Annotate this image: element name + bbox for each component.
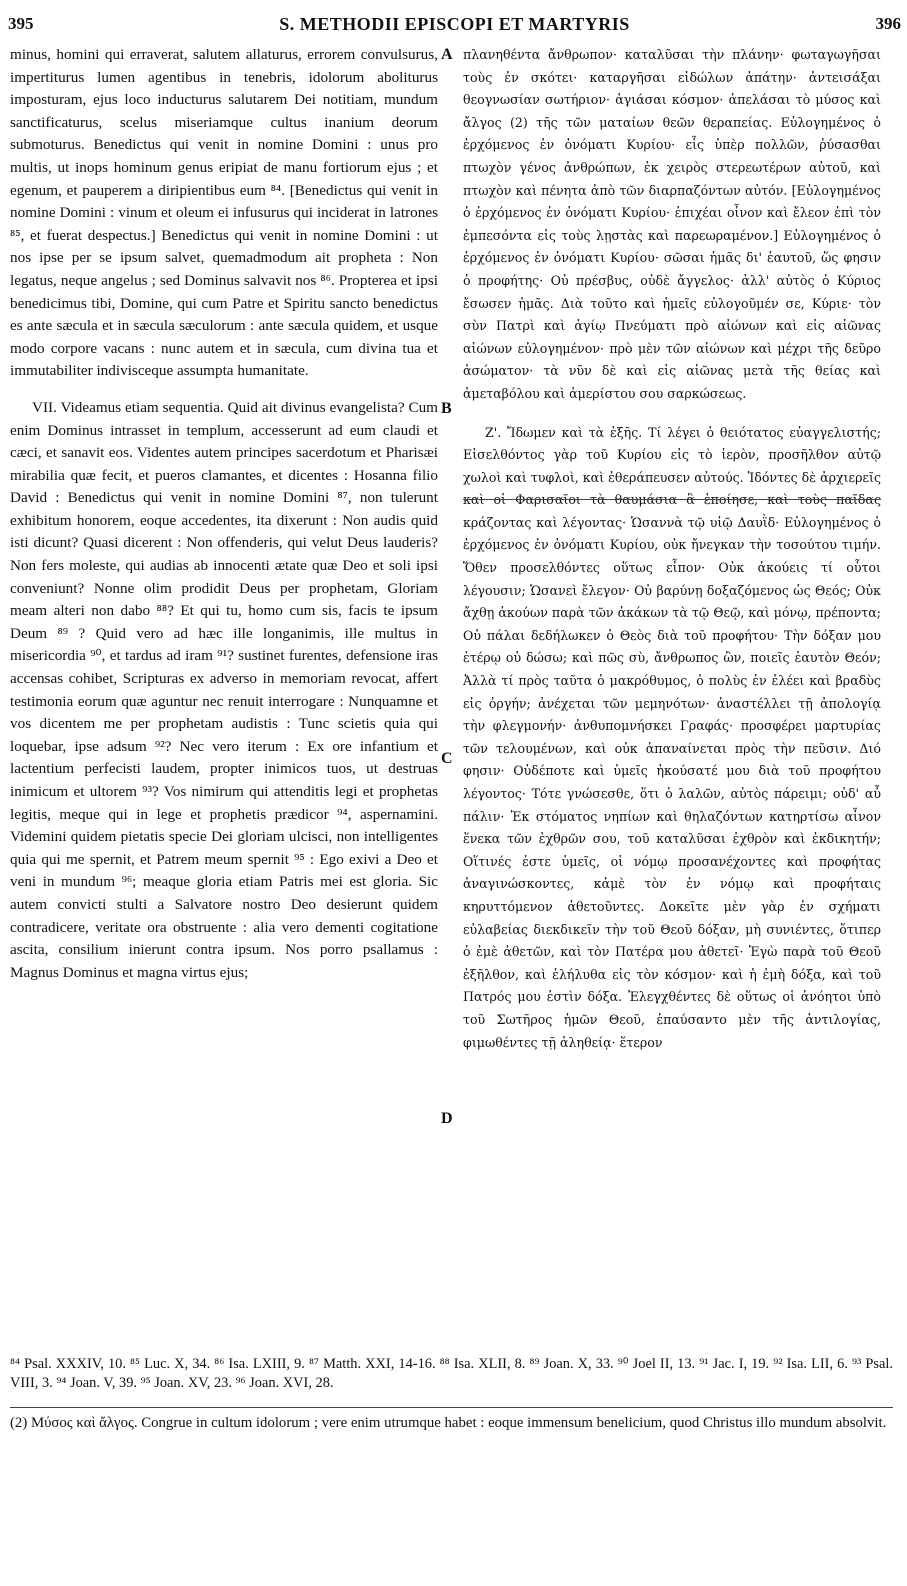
running-header xyxy=(8,14,901,40)
column-divider-rule xyxy=(463,499,881,500)
greek-column xyxy=(463,44,881,1054)
section-marker-c: C xyxy=(441,750,453,767)
page-number-left: 395 xyxy=(8,14,34,33)
section-marker-a: A xyxy=(441,46,453,63)
latin-paragraph-2: VII. Videamus etiam sequentia. Quid ait divinus evangelista? Cum enim Dominus intrasset in templum, accesserunt ad eum claudi et cæci, et sanavit eos. Videntes autem principes sacerdotum et Pharisæi mirabilia quæ fecit, et pueros clamantes, et dicentes : Hosanna filio David : Benedictus qui venit in nomine Domini ⁸⁷, non tulerunt exhibitum honorem, eoque accedentes, ita dixerunt : Non audis quid isti dicunt? Quasi dicerent : Non offenderis, qui velut Deus lauderis? Non fers moleste, qui audias ab innocenti ætate quæ Deo et soli ipsi conveniunt? Nonne olim prodidit Deus per prophetam, Gloriam meam alteri non dabo ⁸⁸? Et qui tu, homo cum sis, facis te ipsum Deum ⁸⁹ ? Quid vero ad hæc ille longanimis, ille multus in misericordia ⁹⁰, et tardus ad iram ⁹¹? sustinet furentes, defensione iras accensas cohibet, Scripturas ex adverso in memoriam revocat, affert testimonia eorum quæ aguntur nec renuit interrogare : Nunquamne et vos dicentem me per prophetam audistis : Tunc scietis quia qui loquebar, ipse adsum ⁹²? Nec vero iterum : Ex ore infantium et lactentium perfecisti laudem, propter inimicos tuos, ut destruas inimicum et ultorem ⁹³? Vos nimirum qui attenditis legi et prophetas legitis, meque qui in lege et prophetis prædicor ⁹⁴, aspernamini. Videmini quidem pietatis specie Dei gloriam ulcisci, non intelligentes quia qui me spernit, et Patrem meum spernit ⁹⁵ : Ego exivi a Deo et veni in mundum ⁹⁶; meaque gloria etiam Patris mei est gloria. Sic autem convicti stulti a Salvatore nostro Deo desierunt quidem contradicere, veritate ora obstruente : alia vero dementi cogitatione ascita, consilium inierunt contra ipsum. Nos porro psallamus : Magnus Dominus et magna virtus ejus; xyxy=(10,398,438,981)
notes-rule xyxy=(10,1407,893,1408)
footnotes: ⁸⁴ Psal. XXXIV, 10. ⁸⁵ Luc. X, 34. ⁸⁶ Isa. LXIII, 9. ⁸⁷ Matth. XXI, 14-16. ⁸⁸ Isa. XLII, 8. ⁸⁹ Joan. X, 33. ⁹⁰ Joel II, 13. ⁹¹ Jac. I, 19. ⁹² Isa. LII, 6. ⁹³ Psal. VIII, 3. ⁹⁴ Joan. V, 39. ⁹⁵ Joan. XV, 23. ⁹⁶ Joan. XVI, 28. xyxy=(10,1356,893,1391)
section-marker-d: D xyxy=(441,1110,453,1127)
editorial-note: (2) Μύσος καὶ ἄλγος. Congrue in cultum idolorum ; vere enim utrumque habet : eoque immensum benelicium, quod Christus illo mundum absolvit. xyxy=(10,1415,887,1431)
page-number-right: 396 xyxy=(875,14,901,33)
greek-paragraph-1: πλανηθέντα ἄνθρωπον· καταλῦσαι τὴν πλάνην· φωταγωγῆσαι τοὺς ἐν σκότει· καταργῆσαι εἰδώλων ἀπάτην· ἀντεισάξαι θεογνωσίαν σωτήριον· ἁγιάσαι κόσμον· ἀπελάσαι τὸ μύσος καὶ ἄλγος (2) τῆς τῶν ματαίων θεῶν θεραπείας. Εὐλογημένος ὁ ἐρχόμενος ἐν ὀνόματι Κυρίου· εἷς ὑπὲρ πολλῶν, ῥύσασθαι πτωχὸν γένος ἀνθρώπων, ἐκ χειρὸς στερεωτέρων αὐτοῦ, καὶ πτωχὸν καὶ πένητα ἀπὸ τῶν διαρπαζόντων αὐτόν. [Εὐλογημένος ὁ ἐρχόμενος ἐν ὀνόματι Κυρίου· ἐπιχέαι οἶνον καὶ ἔλεον ἐπὶ τὸν ἐμπεσόντα εἰς τοὺς λῃστὰς καὶ παρεωραμένον.] Εὐλογημένος ὁ ἐρχόμενος ἐν ὀνόματι Κυρίου· σῶσαι ἡμᾶς δι' ἑαυτοῦ, ὥς φησιν ὁ προφήτης· Οὐ πρέσβυς, οὐδὲ ἄγγελος· ἀλλ' αὐτὸς ὁ Κύριος ἔσωσεν ἡμᾶς. Διὰ τοῦτο καὶ ἡμεῖς εὐλογοῦμέν σε, Κύριε· τὸν σὺν Πατρὶ καὶ ἁγίῳ Πνεύματι πρὸ αἰώνων καὶ εἰς αἰῶνας αἰώνων εὐλογημένον· πρὸ μὲν τῶν αἰώνων καὶ μέχρι τῆς δεῦρο ἀσώματον· τὰ νῦν δὲ καὶ εἰς αἰῶνας μετὰ τῆς θείας καὶ ἀμεταβόλου καὶ ἀμερίστου σου σαρκώσεως. xyxy=(463,47,881,401)
latin-paragraph-1: minus, homini qui erraverat, salutem allaturus, errorem convulsurus, impertiturus lumen agentibus in tenebris, idolorum aboliturus imposturam, ejus loco inducturus salutarem Dei notitiam, mundum sanctificaturus, scelus miseriamque cultus inanium deorum submoturus. Benedictus qui venit in nomine Domini : unus pro multis, ut inops hominum genus eripiat de manu fortiorum ejus ; et egenum, et pauperem a diripientibus eum ⁸⁴. [Benedictus qui venit in nomine Domini : vinum et oleum ei infusurus qui inciderat in latrones ⁸⁵, et fuerat despectus.] Benedictus qui venit in nomine Domini : ut nos ipse per se ipsum salvet, quemadmodum ait propheta : Non legatus, neque angelus ; sed Dominus salvavit nos ⁸⁶. Propterea et ipsi benedicimus tibi, Domine, qui cum Patre et Spiritu sancto benedictus es ante sæcula et in sæcula sæculorum : ante sæcula quidem, et usque modo corpore vacans : nunc autem et in sæcula, cum divina tua et immutabiliter indivisceque assumpta humanitate. xyxy=(10,46,438,380)
latin-column xyxy=(10,44,438,984)
section-marker-b: B xyxy=(441,400,452,417)
running-title: S. METHODII EPISCOPI ET MARTYRIS xyxy=(279,14,630,34)
greek-paragraph-2: Ζ'. Ἴδωμεν καὶ τὰ ἑξῆς. Τί λέγει ὁ θειότατος εὐαγγελιστής; Εἰσελθόντος γὰρ τοῦ Κυρίου εἰς τὸ ἱερὸν, προσῆλθον αὐτῷ χωλοὶ καὶ τυφλοὶ, καὶ ἐθεράπευσεν αὐτούς. Ἰδόντες δὲ ἀρχιερεῖς καὶ οἱ Φαρισαῖοι τὰ θαυμάσια ἃ ἐποίησε, καὶ τοὺς παῖδας κράζοντας καὶ λέγοντας· Ὡσαννὰ τῷ υἱῷ Δαυῒδ· Εὐλογημένος ὁ ἐρχόμενος ἐν ὀνόματι Κυρίου, οὐκ ἤνεγκαν τὴν τοσούτου τιμήν. Ὅθεν προσελθόντες οὕτως εἶπον· Οὐκ ἀκούεις τί οὗτοι λέγουσιν; Ὡσανεὶ ἔλεγον· Οὐ βαρύνῃ δοξαζόμενος ὡς Θεός; Οὐκ ἄχθῃ ἀκούων παρὰ τῶν ἀκάκων τὰ τῷ Θεῷ, καὶ μόνῳ, πρέποντα; Οὐ πάλαι δεδήλωκεν ὁ Θεὸς διὰ τοῦ προφήτου· Τὴν δόξαν μου ἑτέρῳ οὐ δώσω; καὶ πῶς σὺ, ἄνθρωπος ὢν, ποιεῖς ἑαυτὸν Θεόν; Ἀλλὰ τί πρὸς ταῦτα ὁ μακρόθυμος, ὁ πολὺς ἐν ἐλέει καὶ βραδὺς εἰς ὀργήν; ἀνέχεται τῶν μεμηνότων· ἀναστέλλει τῇ ἀπολογίᾳ τὴν φλεγμονήν· ἀνθυπομνήσκει Γραφάς· προσφέρει μαρτυρίας τῶν τελουμένων, καὶ οὐκ ἀπαναίνεται πρὸς τὴν πεῦσιν. Διό φησιν· Οὐδέποτε καὶ ὑμεῖς ἠκούσατέ μου διὰ τοῦ προφήτου λέγοντος· Τότε γνώσεσθε, ὅτι ὁ λαλῶν, αὐτὸς πάρειμι; οὐδ' αὖ πάλιν· Ἐκ στόματος νηπίων καὶ θηλαζόντων κατηρτίσω αἶνον ἕνεκα τῶν ἐχθρῶν σου, τοῦ καταλῦσαι ἐχθρὸν καὶ ἐκδικητήν; Οἵτινές ἐστε ὑμεῖς, οἱ νόμῳ προσανέχοντες καὶ προφήτας ἀναγινώσκοντες, κἀμὲ τὸν ἐν νόμῳ καὶ προφήταις κηρυττόμενον ἀθετοῦντες. Δοκεῖτε μὲν γὰρ ἐν σχήματι εὐλαβείας διεκδικεῖν τὴν τοῦ Θεοῦ δόξαν, μὴ συνιέντες, ὅτιπερ ὁ ἐμὲ ἀθετῶν, καὶ τὸν Πατέρα μου ἀθετεῖ· Ἐγὼ παρὰ τοῦ Θεοῦ ἐξῆλθον, καὶ ἐλήλυθα εἰς τὸν κόσμον· καὶ ἡ ἐμὴ δόξα, καὶ τοῦ Πατρός μου ἐστὶν δόξα. Ἐλεγχθέντες δὲ οὕτως οἱ ἀνόητοι ὑπὸ τοῦ Σωτῆρος ἡμῶν Θεοῦ, ἐπαύσαντο μὲν τῆς ἀντιλογίας, φιμωθέντες τῇ ἀληθείᾳ· ἕτερον xyxy=(463,424,881,1050)
